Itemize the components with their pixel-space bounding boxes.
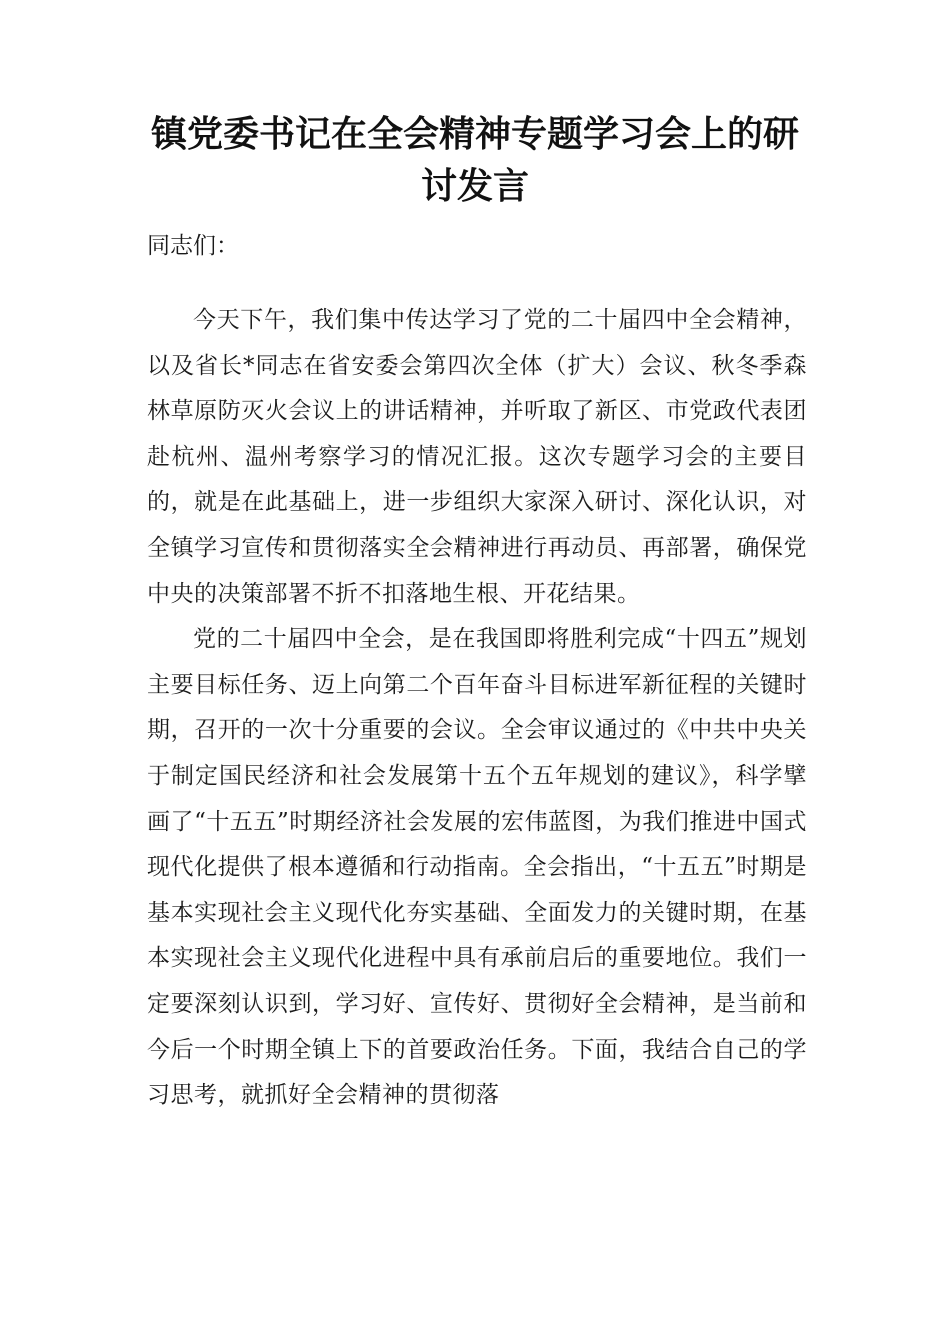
salutation: 同志们：: [147, 233, 239, 259]
document-body: [147, 298, 807, 1119]
paragraph-intro: 今天下午，我们集中传达学习了党的二十届四中全会精神，以及省长*同志在省安委会第四次全体（扩大）会议、秋冬季森林草原防灭火会议上的讲话精神，并听取了新区、市党政代表团赴杭州、温州考察学习的情况汇报。这次专题学习会的主要目的，就是在此基础上，进一步组织大家深入研讨、深化认识，对全镇学习宣传和贯彻落实全会精神进行再动员、再部署，确保党中央的决策部署不折不扣落地生根、开花结果。: [147, 307, 807, 607]
paragraph-plenum-significance: 党的二十届四中全会，是在我国即将胜利完成“十四五”规划主要目标任务、迈上向第二个百年奋斗目标进军新征程的关键时期，召开的一次十分重要的会议。全会审议通过的《中共中央关于制定国民经济和社会发展第十五个五年规划的建议》，科学擘画了“十五五”时期经济社会发展的宏伟蓝图，为我们推进中国式现代化提供了根本遵循和行动指南。全会指出，“十五五”时期是基本实现社会主义现代化夯实基础、全面发力的关键时期，在基本实现社会主义现代化进程中具有承前启后的重要地位。我们一定要深刻认识到，学习好、宣传好、贯彻好全会精神，是当前和今后一个时期全镇上下的首要政治任务。下面，我结合自己的学习思考，就抓好全会精神的贯彻落: [147, 626, 807, 1109]
document-title: 镇党委书记在全会精神专题学习会上的研讨发言: [150, 113, 799, 207]
